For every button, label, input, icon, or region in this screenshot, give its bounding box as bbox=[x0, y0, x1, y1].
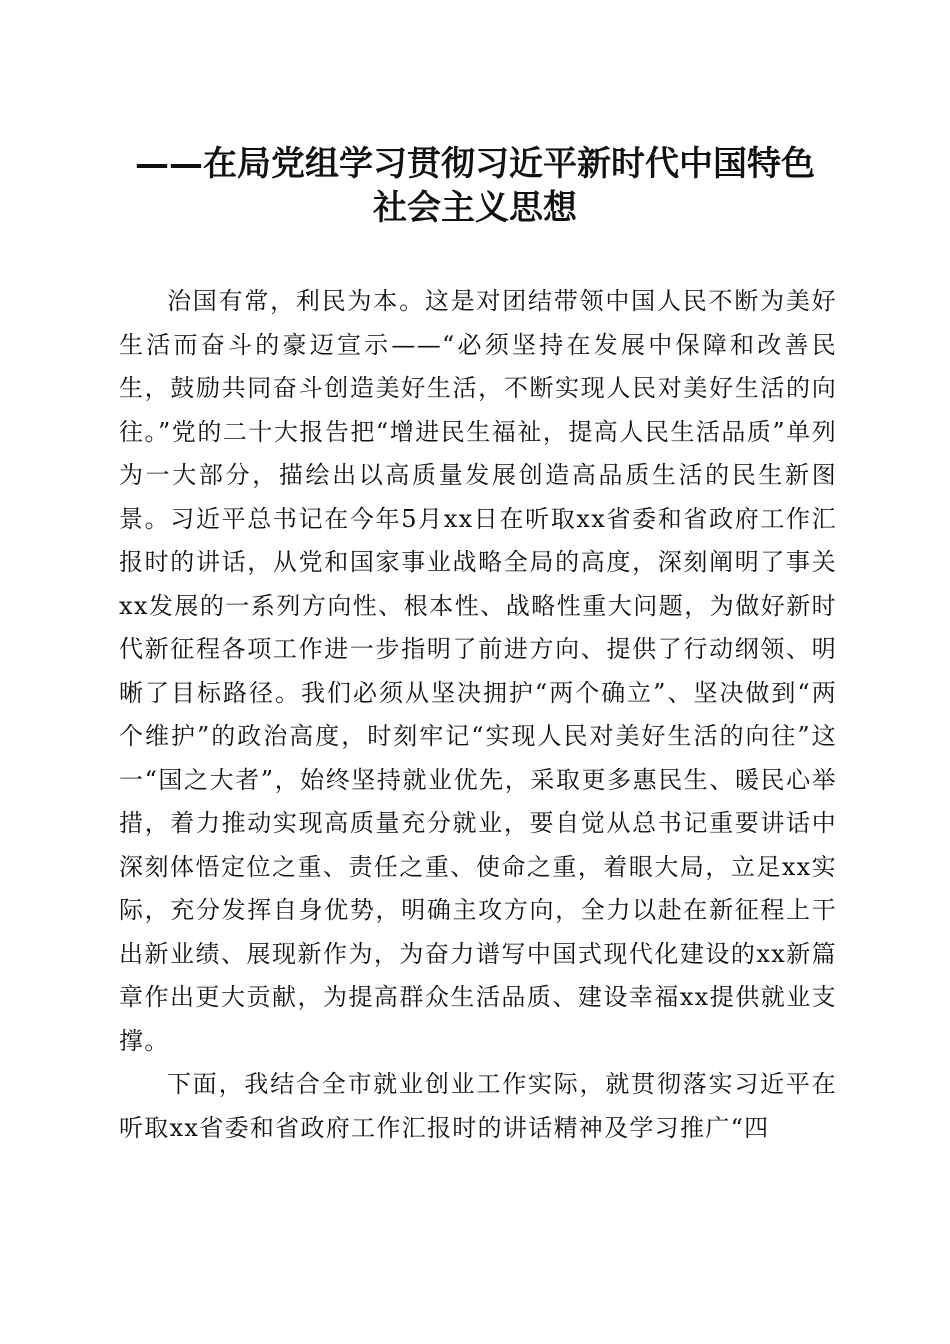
title-line-1: ——在局党组学习贯彻习近平新时代中国特色 bbox=[135, 144, 815, 184]
document-body bbox=[119, 280, 837, 1150]
document-title bbox=[110, 142, 840, 230]
paragraph-2: 下面，我结合全市就业创业工作实际，就贯彻落实习近平在听取xx省委和省政府工作汇报时的讲话精神及学习推广“四 bbox=[119, 1070, 837, 1142]
paragraph-1: 治国有常，利民为本。这是对团结带领中国人民不断为美好生活而奋斗的豪迈宣示——“必须坚持在发展中保障和改善民生，鼓励共同奋斗创造美好生活，不断实现人民对美好生活的向往。”党的二十大报告把“增进民生福祉，提高人民生活品质”单列为一大部分，描绘出以高质量发展创造高品质生活的民生新图景。习近平总书记在今年5月xx日在听取xx省委和省政府工作汇报时的讲话，从党和国家事业战略全局的高度，深刻阐明了事关xx发展的一系列方向性、根本性、战略性重大问题，为做好新时代新征程各项工作进一步指明了前进方向、提供了行动纲领、明晰了目标路径。我们必须从坚决拥护“两个确立”、坚决做到“两个维护”的政治高度，时刻牢记“实现人民对美好生活的向往”这一“国之大者”，始终坚持就业优先，采取更多惠民生、暖民心举措，着力推动实现高质量充分就业，要自觉从总书记重要讲话中深刻体悟定位之重、责任之重、使命之重，着眼大局，立足xx实际，充分发挥自身优势，明确主攻方向，全力以赴在新征程上干出新业绩、展现新作为，为奋力谱写中国式现代化建设的xx新篇章作出更大贡献，为提高群众生活品质、建设幸福xx提供就业支撑。 bbox=[119, 287, 837, 1055]
title-line-2: 社会主义思想 bbox=[373, 188, 577, 228]
